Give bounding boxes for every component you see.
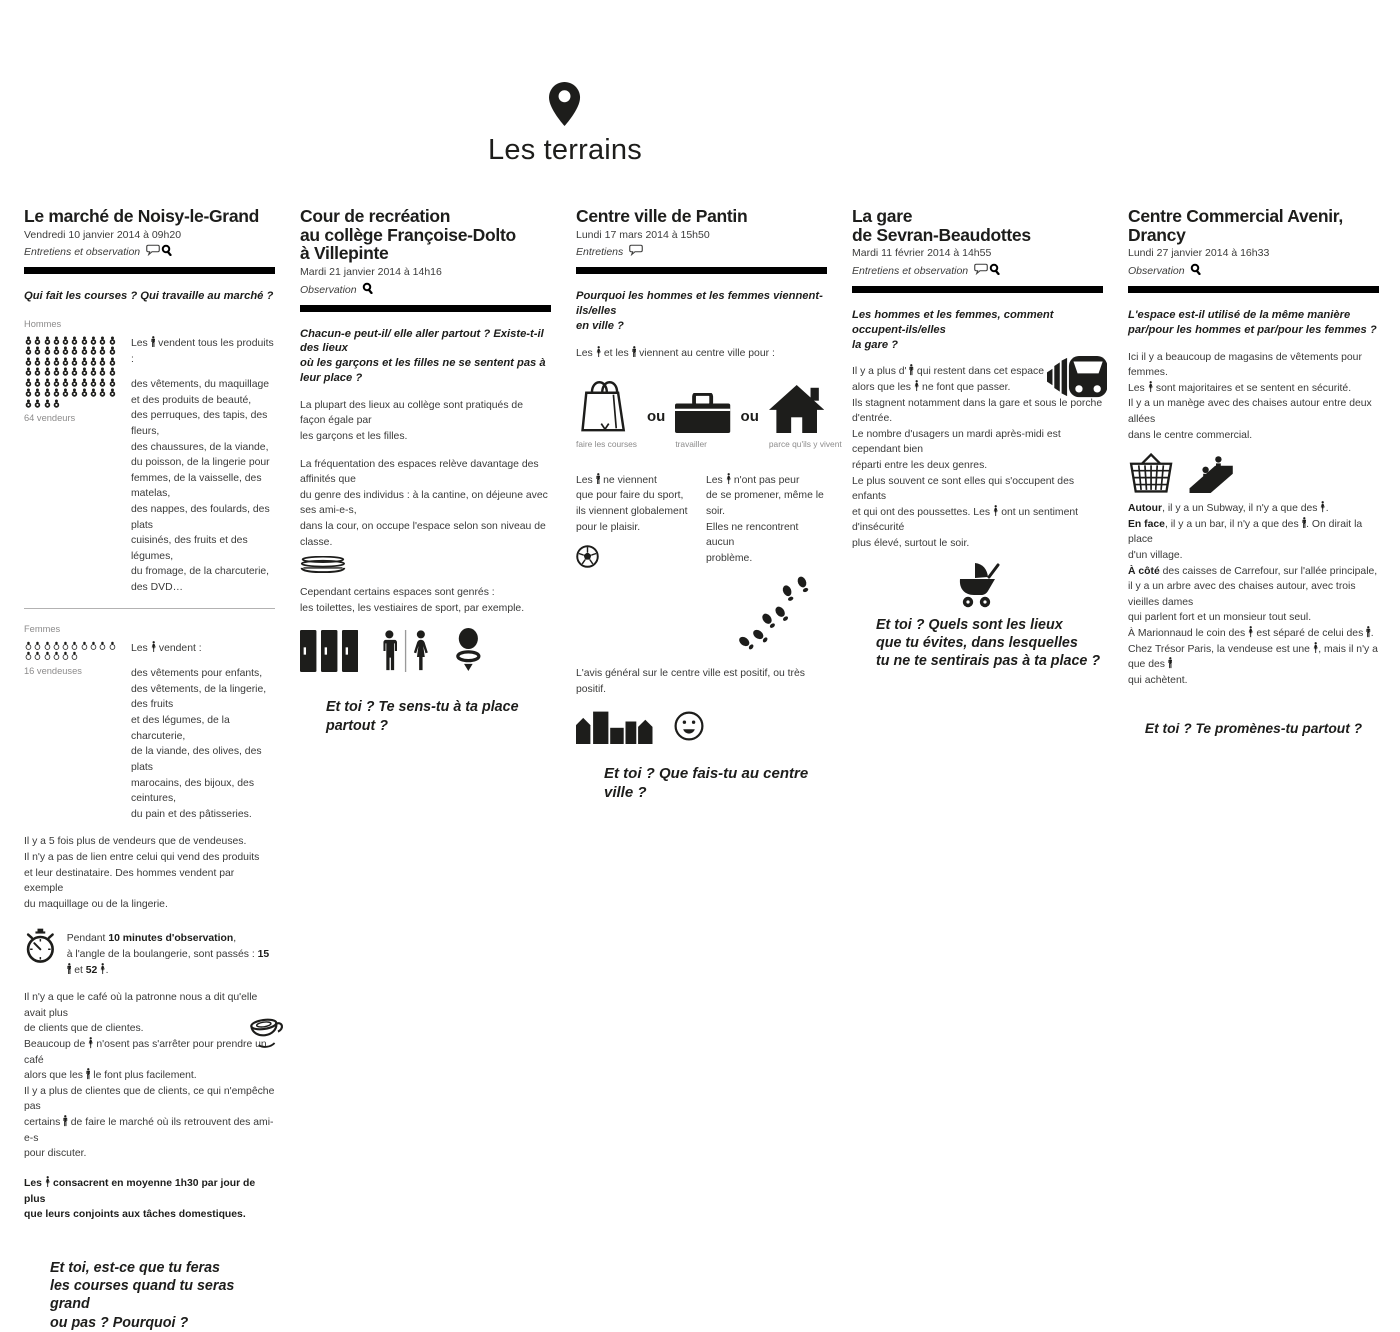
panel-date: Lundi 17 mars 2014 à 15h50: [576, 228, 710, 241]
woman-icon: [993, 505, 998, 517]
paragraph: Il n'y a que le café où la patronne nous a dit qu'elle avait plus de clients que de clientes. Beaucoup de n'osent pas s'arrêter pour prendre un café alors que les le font plus facilement. Il y a plus de clientes que de clients, ce qui n'empêche pas certains de faire le marché où ils retrouvent des ami-e-s pour discuter.: [24, 992, 275, 1160]
person-icon: [33, 651, 42, 660]
reason-shopping: [576, 375, 637, 451]
person-icon: [52, 378, 61, 387]
panel-method: [24, 244, 275, 262]
person-icon: [98, 378, 107, 387]
magnifier-icon: [1190, 263, 1201, 275]
panel-date: Mardi 21 janvier 2014 à 14h16: [300, 266, 442, 279]
final-question: Et toi ? Quels sont les lieux que tu évites, dans lesquelles tu ne te sentirais pas à ta place ?: [876, 616, 1101, 670]
panel-question: Chacun-e peut-il/ elle aller partout ? Existe-t-il des lieux où les garçons et les filles ne se sentent pas à leur place ?: [300, 327, 546, 384]
stroller-icon: [955, 562, 1001, 608]
person-icon: [80, 357, 89, 366]
person-icon: [52, 641, 61, 650]
method-icons: [145, 244, 172, 262]
person-icon: [33, 367, 42, 376]
person-icon: [108, 388, 117, 397]
panel-marche-noisy: [24, 207, 275, 1332]
man-icon: [86, 1068, 91, 1080]
person-icon: [61, 367, 70, 376]
group-label-femmes: Femmes: [24, 623, 61, 634]
person-icon: [89, 357, 98, 366]
person-icon: [24, 357, 33, 366]
person-icon: [61, 378, 70, 387]
person-icon: [108, 346, 117, 355]
women-pictogram-grid: [24, 641, 122, 662]
person-icon: [61, 346, 70, 355]
station-paragraph: [852, 364, 1103, 551]
shopping-bag-icon: [576, 375, 637, 433]
person-icon: [80, 336, 89, 345]
person-icon: [80, 378, 89, 387]
person-icon: [43, 357, 52, 366]
person-icon: [108, 357, 117, 366]
person-icon: [43, 336, 52, 345]
person-icon: [43, 641, 52, 650]
reason-caption: travailler: [675, 439, 707, 450]
paragraph: Il y a plus d' qui restent dans cet espace alors que les ne font que passer. Ils stagnent notamment dans la gare et sous le porche d'entrée. Le nombre d'usagers un mardi après-midi est cependant bien réparti entre les deux genres. Le plus souvent ce sont elles qui s'occupent des enfants et qui ont des poussettes. Les ont un sentiment d'insécurité plus élevé, surtout le soir.: [852, 366, 1103, 549]
reason-caption: faire les courses: [576, 439, 637, 450]
paragraph: Il y a 5 fois plus de vendeurs que de vendeuses. Il n'y a pas de lien entre celui qui vend des produits et leur destinataire. Des hommes vendent par exemple du maquillage ou de la lingerie.: [24, 836, 260, 910]
man-icon: [909, 364, 914, 376]
man-icon: [151, 336, 156, 348]
woman-icon: [726, 473, 731, 485]
woman-icon: [1148, 381, 1153, 393]
reason-live: [769, 385, 842, 451]
magnifier-icon: [989, 263, 1000, 275]
man-icon: [1302, 517, 1307, 529]
person-icon: [61, 641, 70, 650]
section-divider: [24, 608, 275, 609]
soccer-ball-icon: [576, 545, 694, 568]
panel-date: Lundi 27 janvier 2014 à 16h33: [1128, 247, 1270, 260]
stopwatch-icon: [24, 928, 57, 964]
person-icon: [52, 367, 61, 376]
person-icon: [70, 651, 79, 660]
reason-caption: parce qu'ils y vivent: [768, 439, 842, 450]
man-icon: [67, 963, 72, 975]
woman-icon: [100, 963, 105, 975]
plates-stack-icon: [300, 556, 551, 573]
person-icon: [70, 378, 79, 387]
speech-bubble-icon: [628, 244, 644, 256]
panel-method: [300, 282, 551, 300]
mall-details: Autour, il y a un Subway, il n'y a que des . En face, il y a un bar, il n'y a que des . On dirait la place d'un village. À côté des caisses de Carrefour, sur l'allée principale, il y a un arbre avec des chaises autour, avec trois vieilles dames qui parlent fort et un monsieur tout seul. À Marionnaud le coin des est séparé de celui des . Chez Trésor Paris, la vendeuse est une , mais il n'y a que des qui achètent.: [1128, 503, 1378, 686]
person-icon: [24, 641, 33, 650]
person-icon: [33, 336, 42, 345]
person-icon: [52, 346, 61, 355]
person-icon: [70, 641, 79, 650]
person-icon: [98, 367, 107, 376]
train-icon: [1047, 356, 1107, 398]
person-icon: [24, 651, 33, 660]
coffee-cup-icon: [244, 1011, 294, 1053]
briefcase-icon: [675, 393, 730, 433]
person-icon: [24, 336, 33, 345]
map-pin-icon: [0, 82, 1130, 126]
domestic-work-note: Les consacrent en moyenne 1h30 par jour de plus que leurs conjoints aux tâches domestiques.: [24, 1177, 256, 1221]
person-icon: [108, 641, 117, 650]
restroom-man-woman-icon: [376, 630, 435, 672]
paragraph: Cependant certains espaces sont genrés : les toilettes, les vestiaires de sport, par exemple.: [300, 587, 525, 614]
city-positive-row: [576, 708, 827, 744]
method-label: Entretiens: [576, 246, 624, 259]
person-icon: [33, 346, 42, 355]
speech-bubble-icon: [145, 244, 161, 256]
person-icon: [98, 357, 107, 366]
method-label: Observation: [1128, 265, 1185, 278]
smiley-icon: [673, 710, 705, 742]
columns: [24, 207, 1379, 1332]
person-icon: [52, 399, 61, 408]
method-label: Observation: [300, 283, 357, 296]
panel-question: Qui fait les courses ? Qui travaille au marché ?: [24, 290, 274, 303]
magnifier-icon: [161, 244, 172, 256]
paragraph: La fréquentation des espaces relève davantage des affinités que du genre des individus : à la cantine, on déjeune avec ses ami-e-s, dans la cour, on occupe l'espace selon son niveau de classe.: [300, 458, 548, 548]
person-icon: [24, 378, 33, 387]
person-icon: [33, 641, 42, 650]
person-icon: [98, 641, 107, 650]
final-question: Et toi ? Te sens-tu à ta place partout ?: [326, 699, 519, 734]
panel-title: Centre ville de Pantin: [576, 206, 748, 226]
panel-gare-sevran: [852, 207, 1103, 1332]
verdict-text: L'avis général sur le centre ville est positif, ou très positif.: [576, 668, 805, 696]
person-icon: [33, 399, 42, 408]
title-rule: [24, 267, 275, 274]
shopping-basket-icon: [1128, 453, 1174, 493]
or-separator: ou: [646, 408, 666, 426]
person-icon: [98, 346, 107, 355]
final-question: Et toi, est-ce que tu feras les courses quand tu seras grand ou pas ? Pourquoi ?: [50, 1259, 235, 1331]
panel-title: Centre Commercial Avenir, Drancy: [1128, 206, 1343, 245]
panel-title: Cour de recréation au collège Françoise-Dolto à Villepinte: [300, 206, 516, 264]
person-icon: [89, 378, 98, 387]
city-skyline-icon: [576, 708, 657, 744]
page-title: Les terrains: [488, 134, 642, 166]
person-icon: [89, 388, 98, 397]
gendered-spaces-icons: [300, 628, 551, 672]
paragraph: Ici il y a beaucoup de magasins de vêtements pour femmes. Les sont majoritaires et se sentent en sécurité. Il y a un manège avec des chaises autour entre deux allées dans le centre commercial.: [1128, 351, 1372, 441]
person-icon: [70, 336, 79, 345]
person-icon: [33, 357, 42, 366]
person-icon: [61, 388, 70, 397]
reasons-row: [576, 375, 842, 451]
person-icon: [70, 388, 79, 397]
man-icon: [1168, 657, 1173, 669]
woman-icon: [596, 346, 601, 358]
men-pictogram-grid: [24, 336, 122, 409]
method-icons: [628, 244, 644, 262]
man-icon: [63, 1115, 68, 1127]
panel-centre-commercial-drancy: [1128, 207, 1379, 1332]
person-icon: [33, 388, 42, 397]
women-count-caption: 16 vendeuses: [24, 665, 82, 676]
person-icon: [52, 388, 61, 397]
group-label-hommes: Hommes: [24, 319, 62, 329]
woman-icon: [1313, 642, 1318, 654]
intro: Les et les viennent au centre ville pour :: [576, 347, 775, 359]
method-icons: [973, 263, 1000, 281]
man-icon: [632, 346, 637, 358]
women-products: des vêtements pour enfants, des vêtements, de la lingerie, des fruits et des légumes, de la charcuterie, de la viande, des olives, des plats marocains, des bijoux, des ceintures, du pain et des pâtisseries.: [131, 668, 267, 820]
woman-icon: [914, 380, 919, 392]
woman-icon: [1320, 501, 1325, 513]
men-products: des vêtements, du maquillage et des produits de beauté, des perruques, des tapis, des fleurs, des chaussures, de la viande, du poisson, de la lingerie pour femmes, de la vaisselle, des matelas, des nappes, des foulards, des plats cuisinés, des fruits et des légumes, du fromage, de la charcuterie, des DVD…: [131, 379, 270, 594]
toilet-icon: [454, 628, 483, 672]
person-icon: [108, 367, 117, 376]
panel-title: Le marché de Noisy-le-Grand: [24, 206, 260, 226]
mall-icons-row: [1128, 453, 1379, 493]
person-icon: [43, 388, 52, 397]
panel-method: [576, 244, 827, 262]
observation-block: [24, 928, 275, 978]
women-note: [706, 473, 827, 653]
woman-icon: [88, 1037, 93, 1049]
person-icon: [108, 378, 117, 387]
person-icon: [70, 346, 79, 355]
person-icon: [80, 641, 89, 650]
men-note: [576, 473, 694, 653]
person-icon: [43, 651, 52, 660]
person-icon: [61, 357, 70, 366]
person-icon: [61, 336, 70, 345]
notes-row: [576, 473, 827, 653]
person-icon: [89, 367, 98, 376]
person-icon: [24, 399, 33, 408]
men-section: [24, 336, 275, 596]
title-rule: [852, 286, 1103, 293]
person-icon: [33, 378, 42, 387]
speech-bubble-icon: [973, 263, 989, 275]
man-icon: [1366, 626, 1371, 638]
person-icon: [43, 399, 52, 408]
women-note-text: Les n'ont pas peur de se promener, même le soir. Elles ne rencontrent aucun problème.: [706, 474, 824, 564]
method-icons: [362, 282, 373, 300]
method-label: Entretiens et observation: [852, 265, 969, 278]
panel-question: Les hommes et les femmes, comment occupent-ils/elles la gare ?: [852, 308, 1054, 351]
page-header: [0, 82, 1130, 167]
reason-work: [675, 393, 730, 451]
person-icon: [89, 346, 98, 355]
title-rule: [576, 267, 827, 274]
men-lead: Les vendent tous les produits :: [131, 337, 274, 365]
observation-text: Pendant 10 minutes d'observation, à l'angle de la boulangerie, sont passés : 15 et 52 .: [66, 933, 270, 976]
person-icon: [52, 336, 61, 345]
person-icon: [43, 367, 52, 376]
house-icon: [769, 385, 842, 433]
panel-question: L'espace est-il utilisé de la même manière par/pour les hommes et par/pour les femmes ?: [1128, 308, 1377, 336]
footprints-icon: [732, 568, 827, 652]
magnifier-icon: [362, 282, 373, 294]
women-lead: Les vendent :: [131, 642, 202, 654]
person-icon: [80, 346, 89, 355]
person-icon: [70, 357, 79, 366]
man-icon: [596, 473, 601, 485]
panel-college-villepinte: [300, 207, 551, 1332]
person-icon: [24, 388, 33, 397]
paragraph: La plupart des lieux au collège sont pratiqués de façon égale par les garçons et les filles.: [300, 399, 523, 442]
title-rule: [1128, 286, 1379, 293]
person-icon: [108, 336, 117, 345]
person-icon: [98, 336, 107, 345]
method-label: Entretiens et observation: [24, 246, 141, 259]
person-icon: [52, 357, 61, 366]
method-icons: [1190, 263, 1201, 281]
person-icon: [98, 388, 107, 397]
person-icon: [70, 367, 79, 376]
cafe-paragraph: [24, 990, 275, 1162]
panel-centre-ville-pantin: [576, 206, 842, 1332]
woman-icon: [1248, 626, 1253, 638]
panel-date: Mardi 11 février 2014 à 14h55: [852, 247, 992, 260]
panel-question: Pourquoi les hommes et les femmes viennent-ils/elles en ville ?: [576, 290, 823, 332]
panel-date: Vendredi 10 janvier 2014 à 09h20: [24, 228, 182, 241]
person-icon: [61, 651, 70, 660]
title-rule: [300, 305, 551, 312]
men-note-text: Les ne viennent que pour faire du sport, ils viennent globalement pour le plaisir.: [576, 474, 688, 533]
person-icon: [52, 651, 61, 660]
men-count-caption: 64 vendeurs: [24, 413, 76, 424]
person-icon: [24, 367, 33, 376]
person-icon: [80, 367, 89, 376]
person-icon: [89, 641, 98, 650]
person-icon: [89, 336, 98, 345]
panel-title: La gare de Sevran-Beaudottes: [852, 206, 1031, 245]
person-icon: [24, 346, 33, 355]
woman-icon: [45, 1176, 50, 1188]
lockers-icon: [300, 630, 358, 672]
escalator-icon: [1188, 453, 1238, 493]
person-icon: [80, 388, 89, 397]
panel-method: [1128, 263, 1379, 281]
person-icon: [43, 378, 52, 387]
women-section: [24, 641, 275, 823]
final-question: Et toi ? Te promènes-tu partout ?: [1144, 721, 1363, 737]
panel-method: [852, 263, 1103, 281]
person-icon: [43, 346, 52, 355]
or-separator: ou: [740, 408, 759, 426]
final-question: Et toi ? Que fais-tu au centre ville ?: [604, 764, 809, 801]
woman-icon: [151, 641, 156, 653]
